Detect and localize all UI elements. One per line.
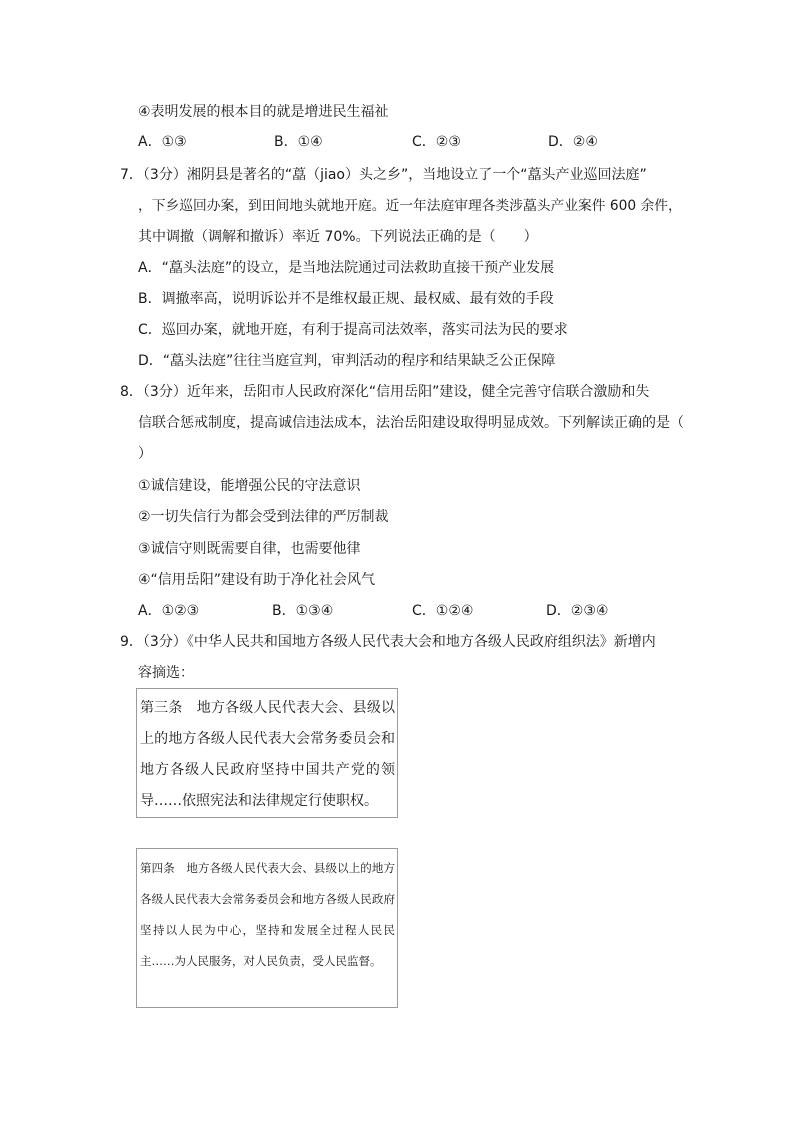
q8-stem-line-2: 信联合惩戒制度，提高诚信违法成本，法治岳阳建设取得明显成效。下列解读正确的是（ — [138, 415, 684, 431]
q6-option-b[interactable]: B．①④ — [274, 134, 323, 150]
q7-option-c[interactable]: C．巡回办案，就地开庭，有利于提高司法效率，落实司法为民的要求 — [138, 322, 568, 338]
q6-option-d[interactable]: D．②④ — [548, 134, 598, 150]
q6-option-a[interactable]: A．①③ — [138, 134, 187, 150]
q8-option-a[interactable]: A．①②③ — [138, 603, 200, 619]
q9-stem-line-2: 容摘选： — [138, 665, 194, 681]
q7-option-b[interactable]: B．调撤率高，说明诉讼并不是维权最正规、最权威、最有效的手段 — [138, 291, 554, 307]
q7-stem-line-1: 7．（3分）湘阴县是著名的“藠（jiao）头之乡”，当地设立了一个“藠头产业巡回法庭” — [120, 167, 647, 183]
q8-statement-1: ①诚信建设，能增强公民的守法意识 — [138, 478, 361, 494]
q8-stem-line-3: ） — [138, 446, 152, 462]
q8-statement-4: ④“信用岳阳”建设有助于净化社会风气 — [138, 572, 376, 588]
q8-statement-3: ③诚信守则既需要自律，也需要他律 — [138, 541, 361, 557]
q9-stem-line-1: 9．（3分）《中华人民共和国地方各级人民代表大会和地方各级人民政府组织法》新增内 — [120, 634, 656, 650]
q7-option-d[interactable]: D．“藠头法庭”往往当庭宣判，审判活动的程序和结果缺乏公正保障 — [138, 353, 556, 369]
q8-option-b[interactable]: B．①③④ — [272, 603, 334, 619]
q8-option-c[interactable]: C．①②④ — [412, 603, 474, 619]
q8-stem-line-1: 8．（3分）近年来，岳阳市人民政府深化“信用岳阳”建设，健全完善守信联合激励和失 — [120, 384, 650, 400]
q6-option-c[interactable]: C．②③ — [412, 134, 461, 150]
q7-stem-line-3: 其中调撤（调解和撤诉）率近 70%。下列说法正确的是（ ） — [138, 229, 538, 245]
q8-statement-2: ②一切失信行为都会受到法律的严厉制裁 — [138, 509, 389, 525]
q7-stem-line-2: ，下乡巡回办案，到田间地头就地开庭。近一年法庭审理各类涉藠头产业案件 600 余件， — [138, 198, 682, 214]
q6-statement-4: ④表明发展的根本目的就是增进民生福祉 — [138, 104, 389, 120]
q8-option-d[interactable]: D．②③④ — [546, 603, 609, 619]
q9-excerpt-article-4: 第四条 地方各级人民代表大会、县级以上的地方各级人民代表大会常务委员会和地方各级人民政府坚持以人民为中心，坚持和发展全过程人民民主……为人民服务，对人民负责，受人民监督。 — [136, 848, 398, 1008]
q7-option-a[interactable]: A．“藠头法庭”的设立，是当地法院通过司法救助直接干预产业发展 — [138, 260, 555, 276]
q9-excerpt-article-3: 第三条 地方各级人民代表大会、县级以上的地方各级人民代表大会常务委员会和地方各级人民政府坚持中国共产党的领导……依照宪法和法律规定行使职权。 — [136, 688, 398, 818]
